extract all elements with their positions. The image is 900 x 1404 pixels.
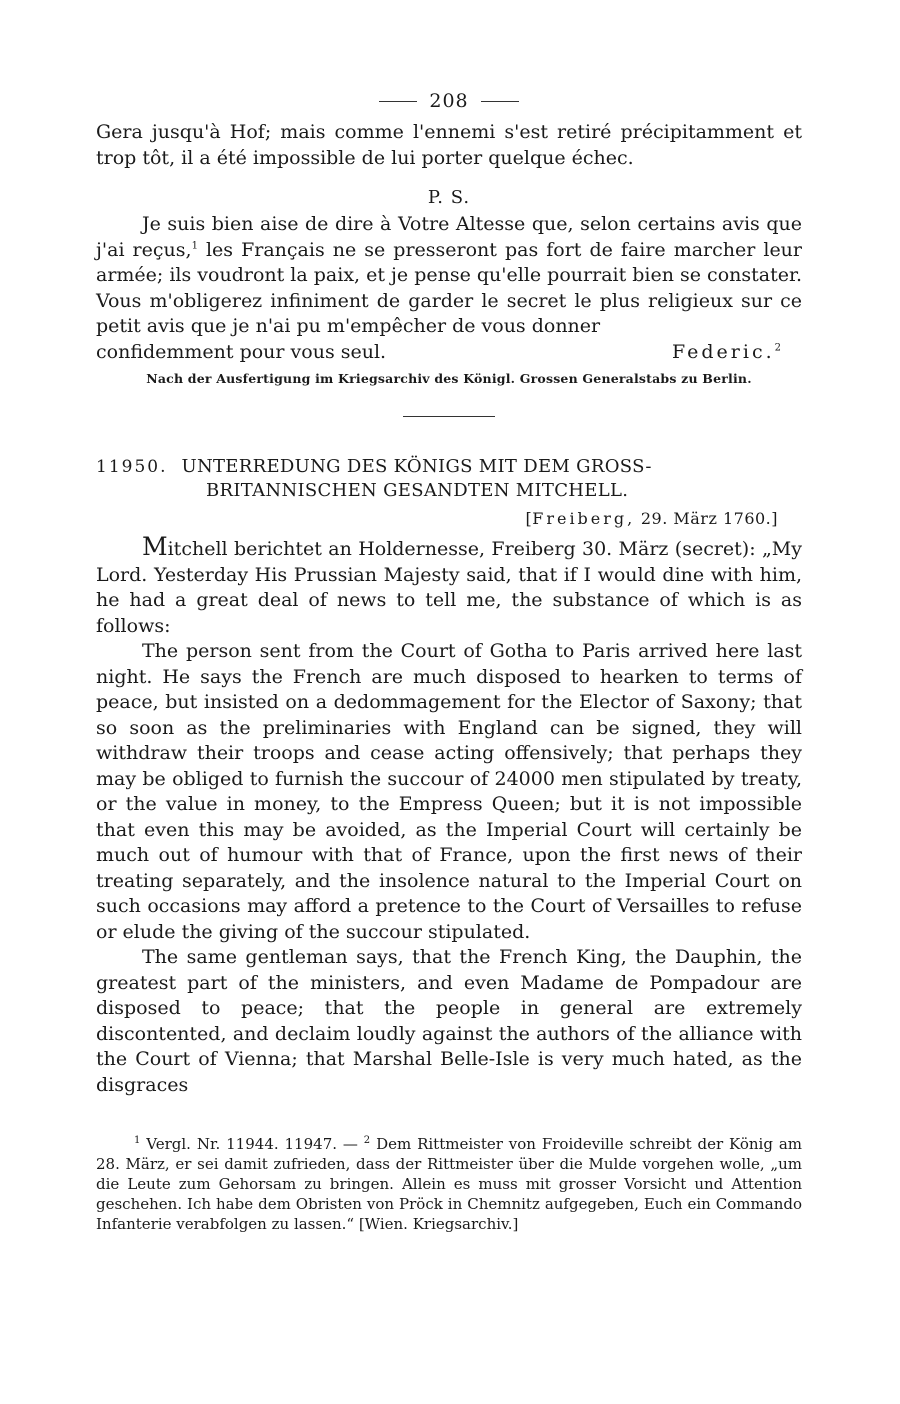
footnote-2-mark: 2 xyxy=(363,1135,371,1146)
entry-title xyxy=(96,455,802,503)
postscript-text-end: les Français ne se presseront pas fort de faire marcher leur armée; ils voudront la paix, et je pense qu'elle pourrait bien se constater. Vous m'obligerez infiniment de garder le secret le plus religieux sur ce petit avis que je n'ai pu m'empêcher de vous donner xyxy=(96,238,803,337)
intro-paragraph: Gera jusqu'à Hof; mais comme l'ennemi s'est retiré précipitamment et trop tôt, il a été impossible de lui porter quelque échec. xyxy=(96,121,802,169)
dropcap-letter: M xyxy=(142,532,168,561)
entry-paragraph-1 xyxy=(96,534,802,639)
postscript-heading: P. S. xyxy=(427,187,471,208)
footnotes xyxy=(96,1134,802,1234)
dateline-open: [ xyxy=(525,509,533,528)
postscript-closing: confidemment pour vous seul. xyxy=(96,340,387,363)
dateline-date: 29. März 1760.] xyxy=(635,509,778,528)
header-dash-left xyxy=(379,101,417,102)
signature-line xyxy=(96,340,802,366)
section-divider xyxy=(403,416,495,417)
page xyxy=(96,86,802,1234)
entry-paragraph-1-text: itchell berichtet an Holdernesse, Freiberg 30. März (secret): „My Lord. Yesterday His Prussian Majesty said, that if I would dine with him, he had a great deal of news to tell me, the substance of which is as follows: xyxy=(96,538,802,637)
footnote-1-text: Vergl. Nr. 11944. 11947. — xyxy=(140,1135,364,1153)
entry-number: 11950. xyxy=(96,457,168,477)
dateline xyxy=(96,509,778,528)
footnote-block xyxy=(96,1134,802,1234)
source-note: Nach der Ausfertigung im Kriegsarchiv des Königl. Grossen Generalstabs zu Berlin. xyxy=(146,371,752,386)
postscript-text-start: Je suis bien aise de dire à Votre Altesse que, selon certains avis que j'ai reçus, xyxy=(96,213,802,261)
signature-name: Federic. xyxy=(671,340,775,363)
footnote-1-mark: 1 xyxy=(134,1135,141,1146)
header-dash-right xyxy=(481,101,519,102)
page-header xyxy=(96,86,802,116)
entry-title-line2: BRITANNISCHEN GESANDTEN MITCHELL. xyxy=(206,480,629,501)
page-number: 208 xyxy=(429,90,469,112)
footnote-2-text: Dem Rittmeister von Froideville schreibt der König am 28. März, er sei damit zufrieden, dass der Rittmeister über die Mulde vorgehen wolle, „um die Leute zum Gehorsam zu bringen. Allein es muss mit grosser Vorsicht und Attention geschehen. Ich habe dem Obristen von Pröck in Chemnitz aufgegeben, Euch ein Commando Infanterie verabfolgen zu lassen.“ [Wien. Kriegsarchiv.] xyxy=(96,1135,802,1233)
dateline-place: Freiberg, xyxy=(532,509,636,528)
entry-paragraph-3: The same gentleman says, that the French King, the Dauphin, the greatest part of the ministers, and even Madame de Pompadour are disposed to peace; that the people in general are extremely discontented, and declaim loudly against the authors of the alliance with the Court of Vienna; that Marshal Belle-Isle is very much hated, as the disgraces xyxy=(96,946,802,1096)
entry-paragraph-2: The person sent from the Court of Gotha to Paris arrived here last night. He says the French are much disposed to hearken to terms of peace, but insisted on a dedommagement for the Elector of Saxony; that so soon as the preliminaries with England can be signed, they will withdraw their troops and cease acting offensively; that perhaps they may be obliged to furnish the succour of 24000 men stipulated by treaty, or the value in money, to the Empress Queen; but it is not impossible that even this may be avoided, as the Imperial Court will certainly be much out of humour with that of France, upon the first news of their treating separately, and the insolence natural to the Imperial Court on such occasions may afford a pretence to the Court of Versailles to refuse or elude the giving of the succour stipulated. xyxy=(96,640,802,943)
footnote-ref-1: 1 xyxy=(191,240,198,252)
footnote-ref-2: 2 xyxy=(774,342,784,354)
signature xyxy=(672,340,802,366)
postscript-paragraph xyxy=(96,212,802,340)
entry-title-line1: UNTERREDUNG DES KÖNIGS MIT DEM GROSS- xyxy=(181,456,652,477)
